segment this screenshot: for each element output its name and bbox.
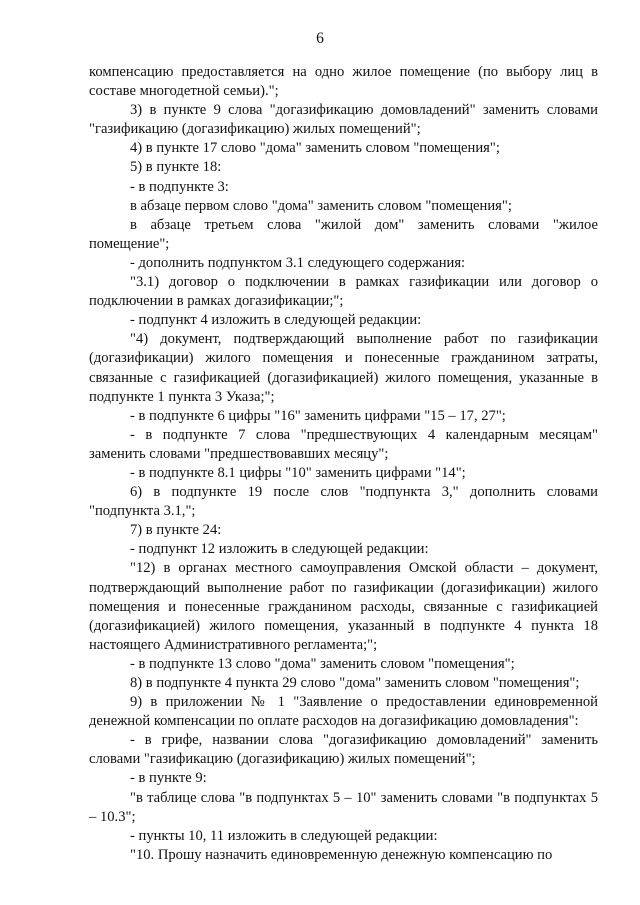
page-number: 6 xyxy=(316,30,324,47)
paragraph: - пункты 10, 11 изложить в следующей редакции: xyxy=(130,827,438,844)
paragraph: 7) в пункте 24: xyxy=(130,522,222,539)
paragraph: 5) в пункте 18: xyxy=(130,159,222,176)
paragraph: - в подпункте 3: xyxy=(130,178,229,195)
paragraph: 3) в пункте 9 слова "догазификацию домовладений" заменить словами "газификацию (догазификацию) жилых помещений"; xyxy=(89,102,598,138)
paragraph: - в подпункте 6 цифры "16" заменить цифрами "15 – 17, 27"; xyxy=(130,407,506,424)
paragraph: в абзаце первом слово "дома" заменить словом "помещения"; xyxy=(130,197,512,214)
paragraph: 8) в подпункте 4 пункта 29 слово "дома" заменить словом "помещения"; xyxy=(130,675,580,691)
paragraph: 9) в приложении № 1 "Заявление о предоставлении единовременной денежной компенсации по оплате расходов на догазификацию домовладения": xyxy=(89,694,598,730)
paragraph: "3.1) договор о подключении в рамках газификации или договор о подключении в рамках догазификации;"; xyxy=(89,274,598,310)
paragraph: 6) в подпункте 19 после слов "подпункта 3," дополнить словами "подпункта 3.1,"; xyxy=(89,484,598,520)
paragraph: "10. Прошу назначить единовременную денежную компенсацию по xyxy=(130,846,553,863)
paragraph: - в подпункте 13 слово "дома" заменить словом "помещения"; xyxy=(130,655,515,672)
paragraph: "в таблице слова "в подпунктах 5 – 10" заменить словами "в подпунктах 5 – 10.3"; xyxy=(89,789,598,825)
paragraph: "12) в органах местного самоуправления Омской области – документ, подтверждающий выполнение работ по газификации (догазификации) жилого помещения и понесенные гражданином расходы, связанные с газификацией (догазификацией) жилого помещения, указанный в подпункте 4 пункта 18 настоящего Административного регламента;"; xyxy=(89,560,598,653)
document-body xyxy=(89,63,598,865)
paragraph: в абзаце третьем слова "жилой дом" заменить словами "жилое помещение"; xyxy=(89,216,598,252)
paragraph: - в пункте 9: xyxy=(130,770,207,787)
paragraph: компенсацию предоставляется на одно жилое помещение (по выбору лиц в составе многодетной семьи)."; xyxy=(89,64,598,100)
paragraph: - дополнить подпунктом 3.1 следующего содержания: xyxy=(130,254,466,271)
paragraph: - в грифе, названии слова "догазификацию домовладений" заменить словами "газификацию (догазификацию) жилых помещений"; xyxy=(89,732,598,768)
paragraph: 4) в пункте 17 слово "дома" заменить словом "помещения"; xyxy=(130,140,500,157)
paragraph: - подпункт 4 изложить в следующей редакции: xyxy=(130,312,422,329)
paragraph: - в подпункте 7 слова "предшествующих 4 календарным месяцам" заменить словами "предшествовавших месяцу"; xyxy=(89,426,598,462)
paragraph: - в подпункте 8.1 цифры "10" заменить цифрами "14"; xyxy=(130,464,466,481)
paragraph: "4) документ, подтверждающий выполнение работ по газификации (догазификации) жилого помещения и понесенные гражданином затраты, связанные с газификацией (догазификацией) жилого помещения, указанные в подпункте 1 пункта 3 Указа;"; xyxy=(89,331,598,405)
paragraph: - подпункт 12 изложить в следующей редакции: xyxy=(130,541,429,558)
